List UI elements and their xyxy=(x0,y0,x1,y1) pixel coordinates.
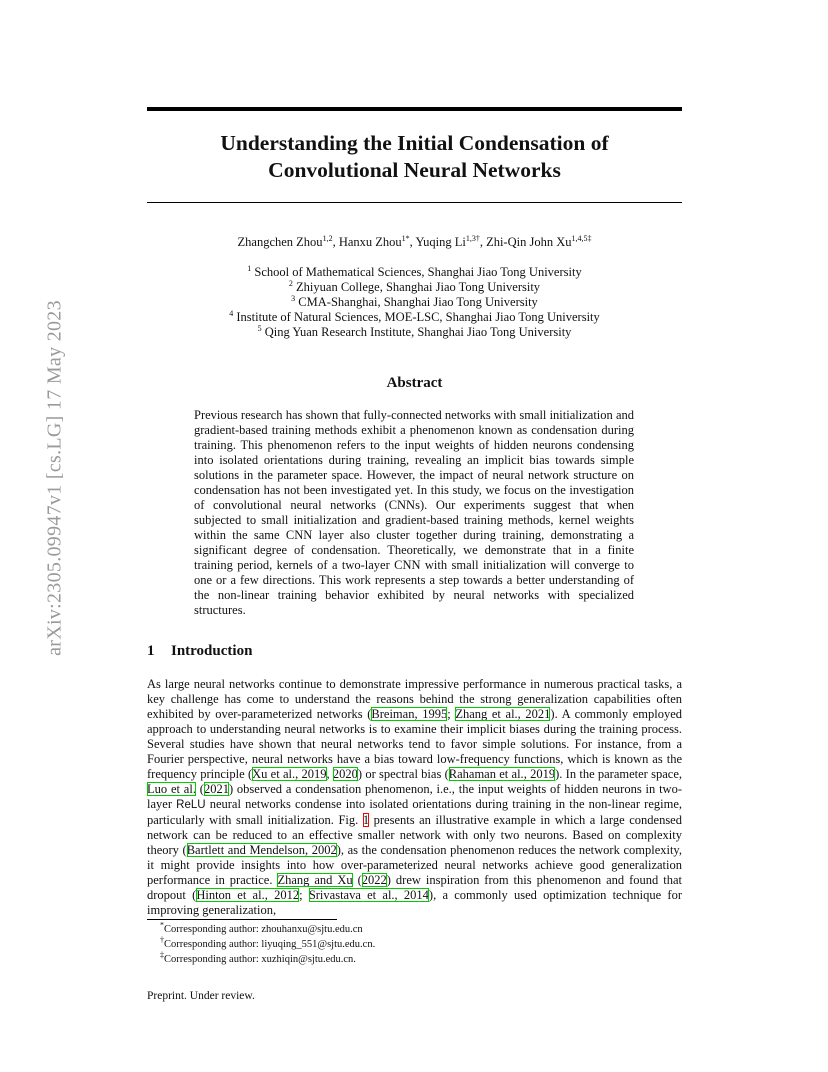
section-title: Introduction xyxy=(171,643,253,659)
author-affil-sup: 1,3 xyxy=(465,233,476,243)
affiliation-text: Zhiyuan College, Shanghai Jiao Tong University xyxy=(296,280,541,294)
intro-text: neural networks condense into isolated orientations during training in the non-linear regime, particularly with small initialization. Fig. xyxy=(147,797,682,827)
affiliation-text: Institute of Natural Sciences, MOE-LSC, Shanghai Jiao Tong University xyxy=(236,310,600,324)
author-name: Hanxu Zhou xyxy=(338,235,402,249)
author-note-sup: * xyxy=(405,233,410,243)
title-line-1: Understanding the Initial Condensation of xyxy=(220,131,609,155)
title-top-rule xyxy=(147,107,682,111)
affiliation xyxy=(147,325,682,340)
affiliation xyxy=(147,265,682,280)
affiliation-list xyxy=(147,265,682,340)
citation-link[interactable]: Bartlett and Mendelson, 2002 xyxy=(186,843,337,857)
abstract-body: Previous research has shown that fully-connected networks with small initialization and gradient-based training methods exhibit a phenomenon known as condensation during training. This phenomenon refers to the input weights of hidden neurons condensing into isolated orientations during training, revealing an implicit bias towards simple solutions in the parameter space. However, the impact of neural network structure on condensation has not been investigated yet. In this study, we focus on the investigation of convolutional neural networks (CNNs). Our experiments suggest that when subjected to small initialization and gradient-based training methods, kernel weights within the same CNN layer also cluster together during training, demonstrating a significant degree of condensation. Theoretically, we demonstrate that in a finite training period, kernels of a two-layer CNN with small initialization will converge to one or a few directions. This work represents a step towards a better understanding of the non-linear training behavior exhibited by neural networks with specialized structures. xyxy=(194,408,634,617)
affiliation xyxy=(147,310,682,325)
intro-text: ), as the condensation phenomenon reduces the network complexity, it might provide insights into how over-parameterized neural networks achieve good generalization performance in practice. xyxy=(147,843,682,887)
author-name: Zhi-Qin John Xu xyxy=(486,235,572,249)
author-affil-sup: 1,4,5 xyxy=(571,233,588,243)
citation-link[interactable]: Zhang and Xu xyxy=(277,873,353,887)
intro-text: ), a commonly used optimization technique for improving generalization, xyxy=(147,888,682,917)
intro-paragraph: As large neural networks continue to demonstrate impressive performance in numerous practical tasks, a key challenge has come to understand the reasons behind the strong generalization capabilities often exhibited by over-parameterized networks (Breiman, 1995; Zhang et al., 2021). A commonly employed approach to understanding neural networks is to examine their implicit biases during the training process. Several studies have shown that neural networks tend to favor simple solutions. For instance, from a Fourier perspective, neural networks have a bias toward low-frequency functions, which is known as the frequency principle (Xu et al., 2019, 2020) or spectral bias (Rahaman et al., 2019). In the parameter space, Luo et al. (2021) observed a condensation phenomenon, i.e., the input weights of hidden neurons in two-layer ReLU neural networks condense into isolated orientations during training in the non-linear regime, particularly with small initialization. Fig. 1 presents an illustrative example in which a large condensed network can be reduced to an effective smaller network with only two neurons. Based on complexity theory (Bartlett and Mendelson, 2002), as the condensation phenomenon reduces the network complexity, it might provide insights into how over-parameterized neural networks achieve good generalization performance in practice. Zhang and Xu (2022) drew inspiration from this phenomenon and found that dropout (Hinton et al., 2012; Srivastava et al., 2014), a commonly used optimization technique for improving generalization, xyxy=(147,677,683,917)
citation-link[interactable]: Luo et al. xyxy=(147,782,196,796)
footnote-mark: † xyxy=(160,935,164,945)
affiliation-num: 2 xyxy=(288,278,293,288)
author-name: Yuqing Li xyxy=(415,235,466,249)
affiliation-text: Qing Yuan Research Institute, Shanghai Jiao Tong University xyxy=(264,325,572,339)
citation-link[interactable]: Breiman, 1995 xyxy=(371,707,448,721)
section-number: 1 xyxy=(147,643,155,659)
intro-text: observed a condensation phenomenon, i.e., the input weights of hidden neurons in two-layer xyxy=(147,782,682,811)
citation-link[interactable]: Zhang et al., 2021 xyxy=(455,707,551,721)
author-affil-sup: 1 xyxy=(401,233,406,243)
affiliation-num: 5 xyxy=(257,323,262,333)
affiliation-num: 1 xyxy=(247,263,252,273)
author-name: Zhangchen Zhou xyxy=(237,235,323,249)
intro-text: drew inspiration from this phenomenon and found that dropout ( xyxy=(147,873,682,902)
relu-term: ReLU xyxy=(176,799,206,811)
footnote-rule xyxy=(147,919,337,920)
preprint-note: Preprint. Under review. xyxy=(147,990,255,1002)
citation-link[interactable]: 2020 xyxy=(332,767,358,781)
citation-link[interactable]: Hinton et al., 2012 xyxy=(196,888,300,902)
author-affil-sup: 1,2 xyxy=(322,233,333,243)
footnote-text: Corresponding author: xuzhiqin@sjtu.edu.cn. xyxy=(164,954,356,965)
citation-link[interactable]: 2021 xyxy=(203,782,229,796)
intro-text: ) or spectral bias ( xyxy=(357,767,449,781)
footnote xyxy=(160,952,375,967)
citation-link[interactable]: 2022 xyxy=(361,873,387,887)
footnote-mark: ‡ xyxy=(160,950,164,960)
author-list: Zhangchen Zhou$^{1,2}$, Hanxu Zhou$^{1*}$, Yuqing $Li^{1,3\dagger}$, Zhi-Qin John $Xu^{1,4,5\ddagger}$ xyxy=(237,233,592,249)
intro-text: ). In the parameter space, xyxy=(555,767,683,781)
title-line-2: Convolutional Neural Networks xyxy=(268,158,561,182)
author-note-sup: † xyxy=(475,233,480,243)
affiliation-num: 3 xyxy=(291,293,296,303)
citation-link[interactable]: Xu et al., 2019 xyxy=(252,767,327,781)
intro-text: ). A commonly employed approach to understanding neural networks is to examine their implicit biases during the training process. Several studies have shown that neural networks tend to favor simple solutions. For instance, from a Fourier perspective, neural networks have a bias toward low-frequency functions, which is known as the frequency principle ( xyxy=(147,707,682,781)
arxiv-stamp: arXiv:2305.09947v1 [cs.LG] 17 May 2023 xyxy=(43,300,66,656)
abstract-heading: Abstract xyxy=(386,375,443,391)
author-note-sup: ‡ xyxy=(587,233,592,243)
section-heading xyxy=(147,643,252,660)
footnote xyxy=(160,922,375,937)
paper-title xyxy=(147,130,682,184)
figure-link[interactable]: 1 xyxy=(362,813,370,827)
affiliation-text: CMA-Shanghai, Shanghai Jiao Tong University xyxy=(298,295,538,309)
citation-link[interactable]: Srivastava et al., 2014 xyxy=(308,888,429,902)
affiliation xyxy=(147,295,682,310)
citation-link[interactable]: Rahaman et al., 2019 xyxy=(448,767,556,781)
footnote-mark: * xyxy=(160,920,164,930)
footnote xyxy=(160,937,375,952)
intro-text: As large neural networks continue to demonstrate impressive performance in numerous practical tasks, a key challenge has come to understand the reasons behind the strong generalization capabilities often exhibited by over-parameterized networks ( xyxy=(147,677,682,721)
affiliation xyxy=(147,280,682,295)
footnote-text: Corresponding author: liyuqing_551@sjtu.edu.cn. xyxy=(164,939,376,950)
footnote-list xyxy=(160,922,375,967)
title-bottom-rule xyxy=(147,202,682,203)
footnote-text: Corresponding author: zhouhanxu@sjtu.edu.cn xyxy=(164,924,363,935)
affiliation-num: 4 xyxy=(229,308,234,318)
intro-text: presents an illustrative example in which a large condensed network can be reduced to an effective smaller network with only two neurons. Based on complexity theory ( xyxy=(147,813,682,857)
affiliation-text: School of Mathematical Sciences, Shanghai Jiao Tong University xyxy=(254,265,582,279)
